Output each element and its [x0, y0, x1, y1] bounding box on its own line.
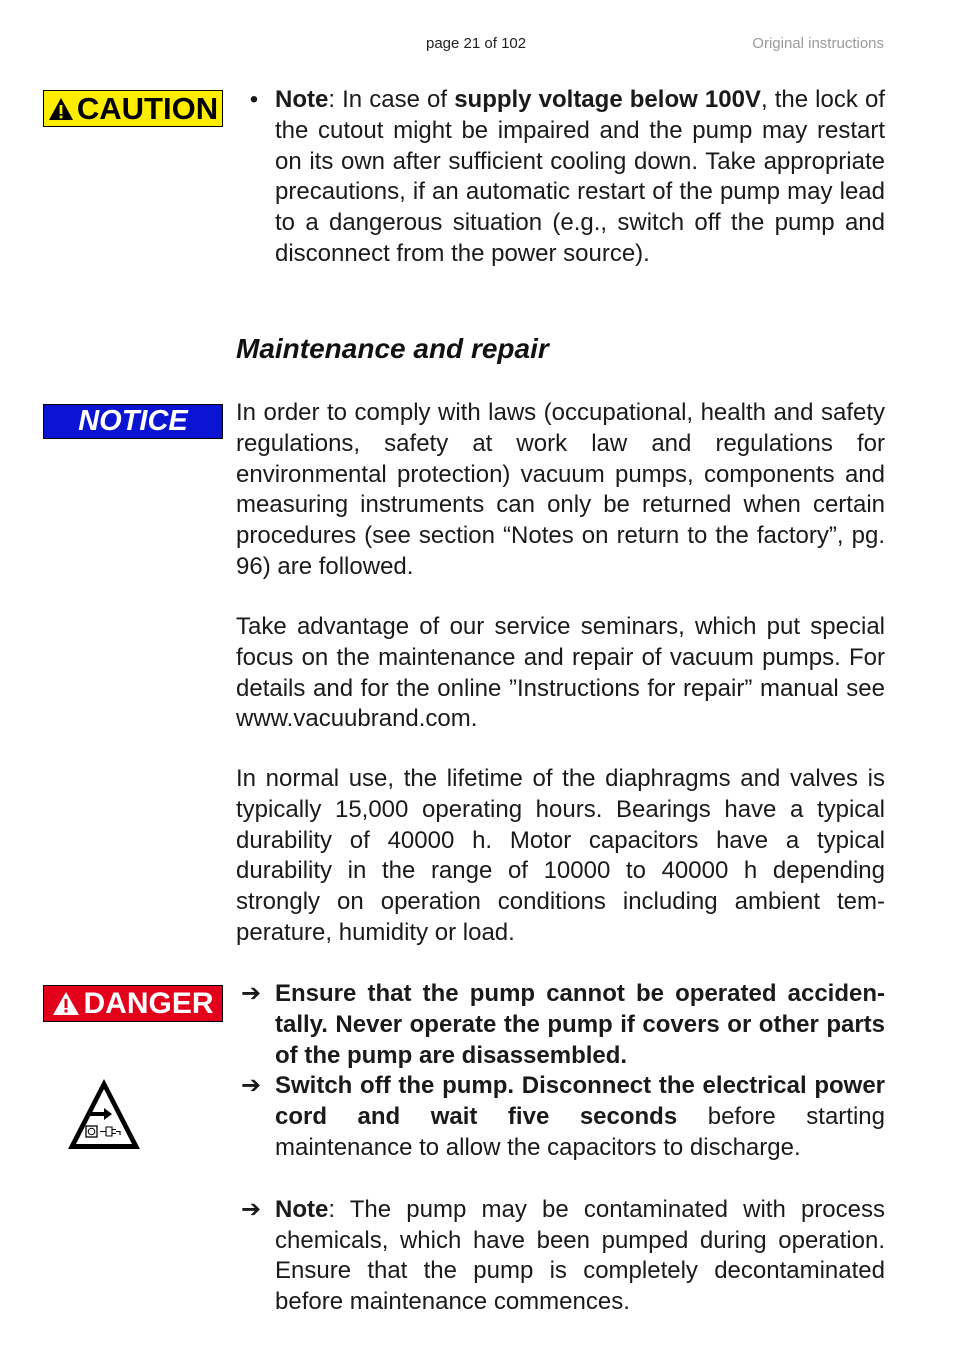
- paragraph-text: In order to comply with laws (occupational, health and safety regulations, safety at work law and regulations for environmental protection) vacuum pumps, components and measuring instruments can only be returned when certain procedures (see section “Notes on return to the factory”, pg. 96) are followed.: [236, 399, 885, 580]
- list-item: [236, 85, 885, 270]
- disconnect-power-warning-icon: [66, 1076, 142, 1152]
- list-item: [236, 1195, 885, 1318]
- document-type: Original instructions: [752, 35, 884, 52]
- danger-list: [236, 979, 885, 1318]
- text-run: : The pump may be contaminated with process chemicals, which have been pumped during operation. Ensure that the pump is completely decontaminated before maintenance commences.: [275, 1195, 885, 1316]
- warning-triangle-icon: [48, 97, 74, 121]
- page-number: page 21 of 102: [426, 35, 527, 52]
- caution-label: [43, 90, 223, 127]
- note-label: Note: [275, 86, 329, 113]
- text-run: , the lock of the cutout might be impaired and the pump may restart on its own after sufficient cooling down. Take appropriate precautions, if an automatic restart of the pump may lead to a dangerous situation (e.g., switch off the pump and disconnect from the power source).: [275, 86, 885, 267]
- bold-instruction: Switch off the pump. Disconnect the electrical power cord and wait five seconds: [275, 1072, 885, 1131]
- bullet-icon: •: [249, 86, 259, 113]
- list-item: [236, 1071, 885, 1163]
- exclamation-triangle-icon: [52, 991, 80, 1016]
- caution-text: CAUTION: [76, 90, 219, 126]
- note-label: Note: [275, 1195, 329, 1223]
- paragraph-1: [236, 398, 885, 583]
- danger-text: DANGER: [83, 986, 214, 1020]
- right-arrow-icon: ➔: [240, 1195, 262, 1223]
- paragraph-text: In normal use, the lifetime of the diaphragms and valves is typically 15,000 operating hours. Bearings have a typical durability of 40000 h. Motor capacitors have a typical durability in the range of 10000 to 40000 h depending strongly on operation conditions including ambient temperature, humidity or load.: [236, 765, 885, 946]
- bold-instruction: Ensure that the pump cannot be operated accidentally. Never operate the pump if covers or other parts of the pump are disassembled.: [275, 980, 885, 1069]
- bold-phrase: supply voltage below 100V: [454, 86, 761, 113]
- right-arrow-icon: ➔: [240, 980, 262, 1007]
- text-run: before starting maintenance to allow the capacitors to discharge.: [275, 1103, 885, 1161]
- text-run: : In case of: [328, 86, 455, 113]
- section-heading: Maintenance and repair: [236, 333, 549, 364]
- paragraph-text: Take advantage of our service seminars, which put special focus on the maintenance and repair of vacuum pumps. For details and for the online ”Instructions for repair” manual see www.vacuubrand.com.: [236, 613, 885, 733]
- paragraph-2: [236, 612, 885, 735]
- paragraph-3: [236, 764, 885, 949]
- right-arrow-icon: ➔: [240, 1072, 262, 1100]
- caution-block: [236, 85, 885, 270]
- notice-text: NOTICE: [78, 405, 188, 437]
- list-item: [236, 979, 885, 1071]
- danger-label: [43, 985, 223, 1022]
- notice-label: [43, 404, 223, 439]
